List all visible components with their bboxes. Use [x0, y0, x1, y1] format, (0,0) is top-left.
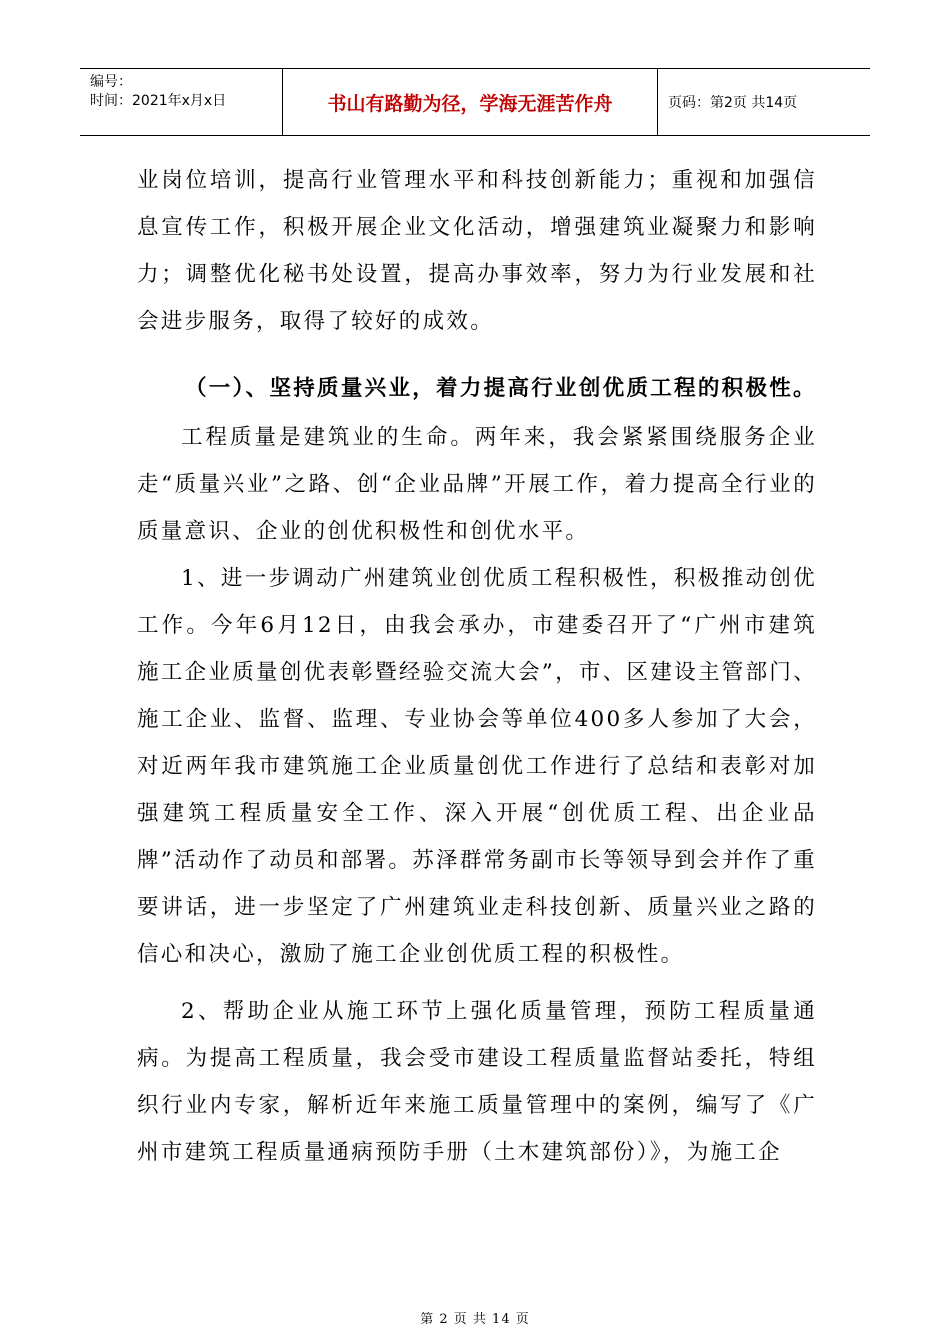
page-header: [80, 68, 870, 136]
document-body: [137, 157, 817, 1176]
header-page-info: 页码：第2页 共14页: [668, 95, 798, 111]
header-motto: 书山有路勤为径，学海无涯苦作舟: [283, 69, 658, 135]
header-meta: [80, 69, 283, 135]
document-number-label: 编号：: [90, 74, 132, 90]
paragraph-item-1: 1、进一步调动广州建筑业创优质工程积极性，积极推动创优工作。今年6月12日，由我会承办，市建委召开了“广州市建筑施工企业质量创优表彰暨经验交流大会”，市、区建设主管部门、施工企业、监督、监理、专业协会等单位400多人参加了大会，对近两年我市建筑施工企业质量创优工作进行了总结和表彰对加强建筑工程质量安全工作、深入开展“创优质工程、出企业品牌”活动作了动员和部署。苏泽群常务副市长等领导到会并作了重要讲话，进一步坚定了广州建筑业走科技创新、质量兴业之路的信心和决心，激励了施工企业创优质工程的积极性。: [137, 566, 817, 967]
paragraph-continuation: 业岗位培训，提高行业管理水平和科技创新能力；重视和加强信息宣传工作，积极开展企业文化活动，增强建筑业凝聚力和影响力；调整优化秘书处设置，提高办事效率，努力为行业发展和社会进步服务，取得了较好的成效。: [137, 168, 817, 334]
section-heading: （一）、坚持质量兴业，着力提高行业创优质工程的积极性。: [185, 376, 817, 401]
paragraph-item-2: 2、帮助企业从施工环节上强化质量管理，预防工程质量通病。为提高工程质量，我会受市建设工程质量监督站委托，特组织行业内专家，解析近年来施工质量管理中的案例，编写了《广州市建筑工程质量通病预防手册（土木建筑部份）》，为施工企: [137, 999, 817, 1165]
document-time-label: 时间：2021年x月x日: [90, 93, 227, 109]
page-footer: 第 2 页 共 14 页: [420, 1312, 530, 1327]
paragraph-quality-intro: 工程质量是建筑业的生命。两年来，我会紧紧围绕服务企业走“质量兴业”之路、创“企业品牌”开展工作，着力提高全行业的质量意识、企业的创优积极性和创优水平。: [137, 425, 817, 544]
